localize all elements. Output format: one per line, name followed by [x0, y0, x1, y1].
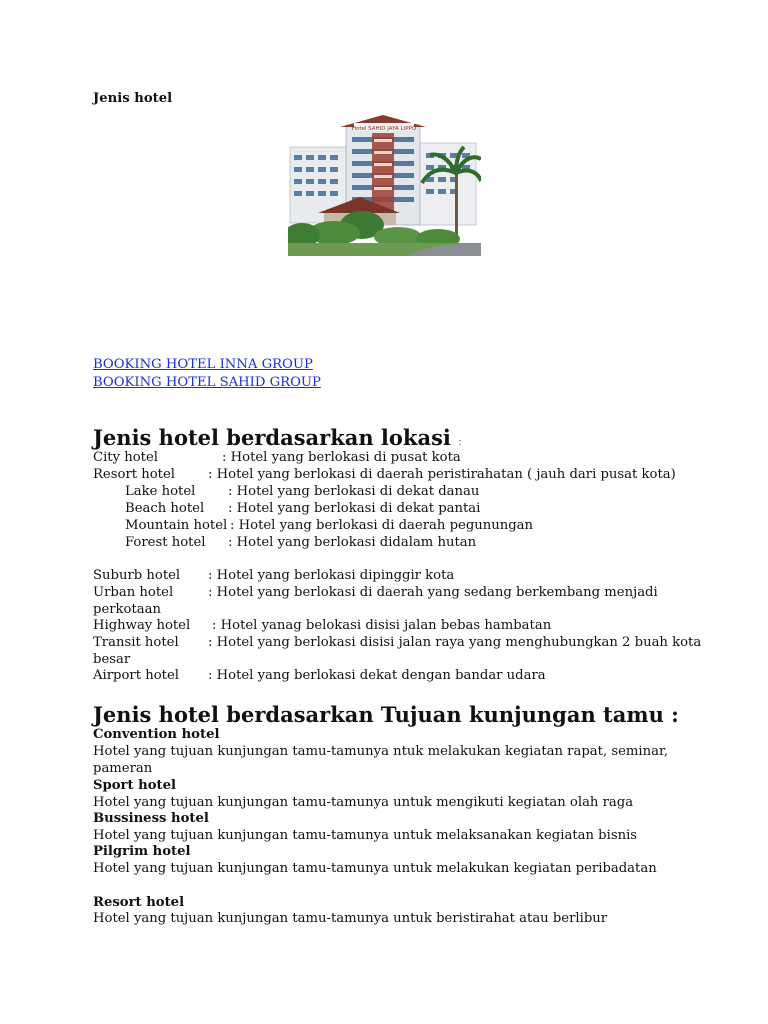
item-desc: : Hotel yang berlokasi di daerah pegunungan: [230, 518, 534, 533]
item-desc: Hotel yang tujuan kunjungan tamu-tamunya untuk melaksanakan kegiatan bisnis: [93, 828, 638, 843]
item-name: Pilgrim hotel: [93, 844, 191, 859]
item-desc: : Hotel yang berlokasi dipinggir kota: [208, 568, 455, 583]
item-desc: : Hotel yang berlokasi dekat dengan bandar udara: [208, 668, 546, 683]
item-name: Forest hotel: [125, 535, 206, 550]
item-name: Convention hotel: [93, 727, 220, 742]
item-desc: : Hotel yang berlokasi di daerah peristirahatan ( jauh dari pusat kota): [208, 467, 676, 482]
link-booking-sahid[interactable]: BOOKING HOTEL SAHID GROUP: [93, 375, 321, 390]
heading-lokasi: Jenis hotel berdasarkan lokasi :: [93, 425, 462, 450]
item-name: Beach hotel: [125, 501, 205, 516]
item-desc-cont: pameran: [93, 761, 153, 776]
item-desc: : Hotel yang berlokasi di dekat pantai: [228, 501, 481, 516]
item-desc: : Hotel yang berlokasi disisi jalan raya yang menghubungkan 2 buah kota: [208, 635, 702, 650]
item-desc: : Hotel yang berlokasi di dekat danau: [228, 484, 480, 499]
item-desc: Hotel yang tujuan kunjungan tamu-tamunya untuk mengikuti kegiatan olah raga: [93, 795, 634, 810]
item-name: City hotel: [93, 450, 159, 465]
heading-tujuan: Jenis hotel berdasarkan Tujuan kunjungan tamu :: [93, 702, 679, 727]
intro-title: Jenis hotel: [93, 91, 173, 106]
item-name: Transit hotel: [93, 635, 179, 650]
item-name: Bussiness hotel: [93, 811, 209, 826]
item-name: Mountain hotel: [125, 518, 228, 533]
item-desc: : Hotel yang berlokasi didalam hutan: [228, 535, 477, 550]
item-name: Airport hotel: [93, 668, 179, 683]
item-name: Suburb hotel: [93, 568, 181, 583]
item-name: Highway hotel: [93, 618, 191, 633]
item-desc: : Hotel yang berlokasi di pusat kota: [222, 450, 461, 465]
link-booking-inna[interactable]: BOOKING HOTEL INNA GROUP: [93, 357, 313, 372]
hotel-sign: Hotel SAHID JAYA LIPPO: [351, 126, 417, 132]
item-desc: Hotel yang tujuan kunjungan tamu-tamunya untuk melakukan kegiatan peribadatan: [93, 861, 657, 876]
item-name: Resort hotel: [93, 895, 185, 910]
item-name: Resort hotel: [93, 467, 175, 482]
item-name: Urban hotel: [93, 585, 174, 600]
hotel-photo: [288, 113, 481, 256]
item-desc-cont: besar: [93, 652, 131, 667]
item-desc: Hotel yang tujuan kunjungan tamu-tamunya untuk beristirahat atau berlibur: [93, 911, 608, 926]
item-desc-cont: perkotaan: [93, 602, 161, 617]
item-desc: : Hotel yang berlokasi di daerah yang sedang berkembang menjadi: [208, 585, 658, 600]
item-desc: Hotel yang tujuan kunjungan tamu-tamunya ntuk melakukan kegiatan rapat, seminar,: [93, 744, 669, 759]
item-name: Sport hotel: [93, 778, 177, 793]
item-desc: : Hotel yanag belokasi disisi jalan bebas hambatan: [212, 618, 552, 633]
item-name: Lake hotel: [125, 484, 196, 499]
